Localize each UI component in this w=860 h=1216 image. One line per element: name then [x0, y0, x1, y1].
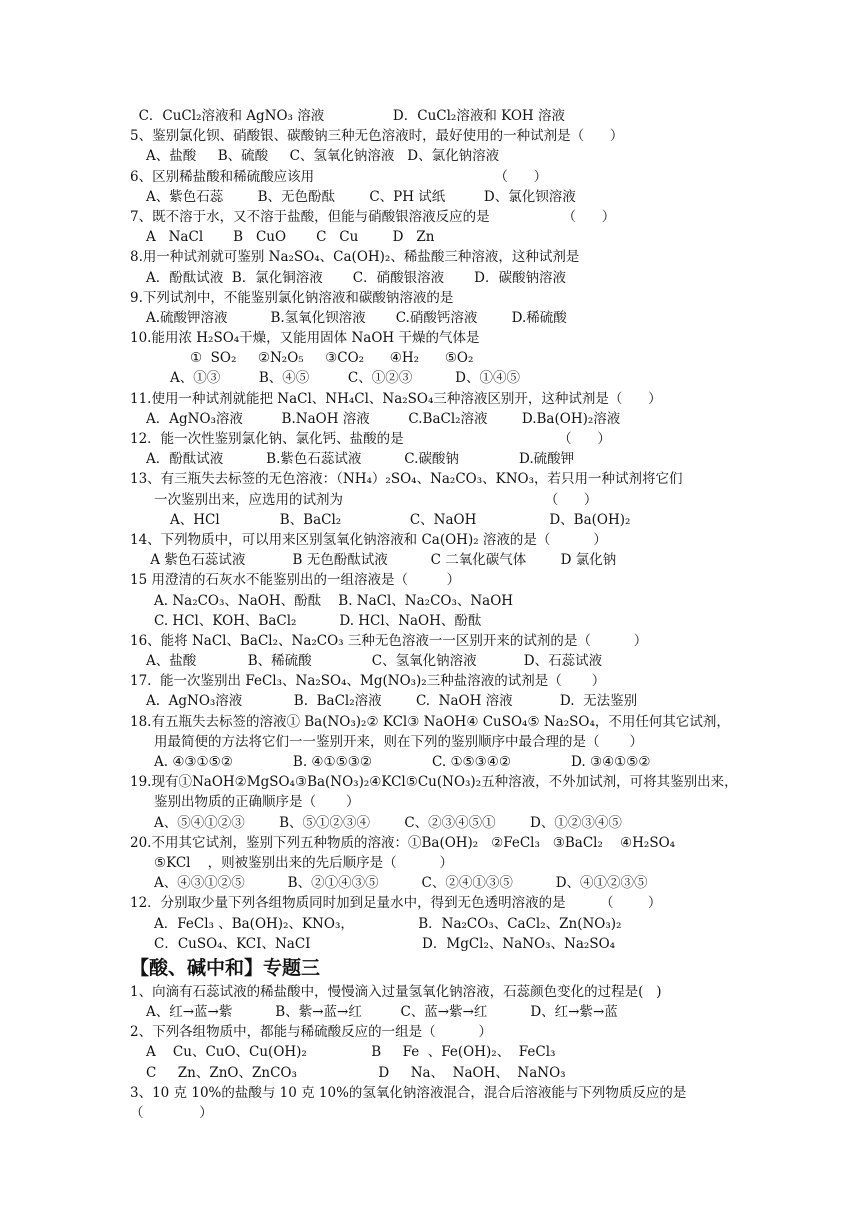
- answer-options-line: A. ④③①⑤② B. ④①⑤③② C. ①⑤③④② D. ③④①⑤②: [154, 754, 651, 770]
- answer-options-line: ⑤KCl ，则被鉴别出来的先后顺序是（ ）: [154, 854, 454, 871]
- answer-options-line: 一次鉴别出来，应选用的试剂为 （ ）: [154, 491, 598, 508]
- question-list-after-heading: [130, 982, 740, 1123]
- answer-options-line: A、⑤④①②③ B、⑤①②③④ C、②③④⑤① D、①②③④⑤: [154, 814, 622, 831]
- question-line: （ ）: [130, 1105, 213, 1121]
- answer-options-line: A、紫色石蕊 B、无色酚酞 C、PH 试纸 D、氯化钡溶液: [146, 188, 576, 205]
- answer-options-line: A．酚酞试液 B.紫色石蕊试液 C.碳酸钠 D.硫酸钾: [146, 451, 575, 468]
- question-line: 10.能用浓 H₂SO₄干燥，又能用固体 NaOH 干燥的气体是: [130, 330, 480, 347]
- answer-options-line: A. AgNO₃溶液 B. BaCl₂溶液 C. NaOH 溶液 D. 无法鉴别: [146, 693, 638, 710]
- question-line: 19.现有①NaOH②MgSO₄③Ba(NO₃)₂④KCl⑤Cu(NO₃)₂五种溶液，不外加试剂，可将其鉴别出来，: [130, 774, 738, 791]
- question-line: 1、向滴有石蕊试液的稀盐酸中，慢慢滴入过量氢氧化钠溶液，石蕊颜色变化的过程是( ): [130, 983, 662, 1000]
- question-line: 14、下列物质中，可以用来区别氢氧化钠溶液和 Ca(OH)₂ 溶液的是（ ）: [130, 531, 607, 548]
- answer-options-line: A. Na₂CO₃、NaOH、酚酞 B. NaCl、Na₂CO₃、NaOH: [154, 592, 514, 609]
- question-line: 12．分别取少量下列各组物质同时加到足量水中，得到无色透明溶液的是 （ ）: [130, 895, 662, 912]
- document-body: [130, 106, 740, 1123]
- answer-options-line: C．CuSO₄、KCI、NaCI D．MgCl₂、NaNO₃、Na₂SO₄: [154, 935, 616, 952]
- answer-options-line: A、④③①②⑤ B、②①④③⑤ C、②④①③⑤ D、④①②③⑤: [154, 875, 648, 892]
- answer-options-line: A 紫色石蕊试液 B 无色酚酞试液 C 二氧化碳气体 D 氯化钠: [146, 552, 617, 569]
- question-line: 18.有五瓶失去标签的溶液① Ba(NO₃)₂② KCl③ NaOH④ CuSO₄⑤ Na₂SO₄，不用任何其它试剂，: [130, 713, 730, 730]
- answer-options-line: A、①③ B、④⑤ C、①②③ D、①④⑤: [170, 370, 520, 387]
- answer-options-line: A NaCl B CuO C Cu D Zn: [146, 229, 435, 246]
- question-line: 8.用一种试剂就可鉴别 Na₂SO₄、Ca(OH)₂、稀盐酸三种溶液，这种试剂是: [130, 249, 580, 266]
- question-line: 7、既不溶于水，又不溶于盐酸，但能与硝酸银溶液反应的是 （ ）: [130, 208, 616, 225]
- question-line: 13、有三瓶失去标签的无色溶液：（NH₄）₂SO₄、Na₂CO₃、KNO₃，若只用一种试剂将它们: [130, 471, 683, 488]
- question-line: 12．能一次性鉴别氯化钠、氯化钙、盐酸的是 （ ）: [130, 431, 611, 447]
- question-line: 11.使用一种试剂就能把 NaCl、NH₄Cl、Na₂SO₄三种溶液区别开，这种试剂是（ ）: [130, 390, 662, 407]
- answer-options-line: A、HCl B、BaCl₂ C、NaOH D、Ba(OH)₂: [170, 511, 631, 528]
- answer-options-line: 用最简便的方法将它们一一鉴别开来，则在下列的鉴别顺序中最合理的是（ ）: [154, 733, 644, 750]
- question-line: C．CuCl₂溶液和 AgNO₃ 溶液 D．CuCl₂溶液和 KOH 溶液: [130, 108, 565, 124]
- question-line: 2、下列各组物质中，都能与稀硫酸反应的一组是（ ）: [130, 1024, 493, 1041]
- answer-options-line: A．AgNO₃溶液 B.NaOH 溶液 C.BaCl₂溶液 D.Ba(OH)₂溶液: [146, 410, 621, 427]
- answer-options-line: 鉴别出物质的正确顺序是（ ）: [154, 794, 360, 811]
- question-line: 16、能将 NaCl、BaCl₂、Na₂CO₃ 三种无色溶液一一区别开来的试剂的是（ ）: [130, 632, 648, 649]
- question-list: [130, 106, 740, 954]
- question-line: 5、鉴别氯化钡、硝酸银、碳酸钠三种无色溶液时，最好使用的一种试剂是（ ）: [130, 128, 624, 145]
- answer-options-line: ① SO₂ ②N₂O₅ ③CO₂ ④H₂ ⑤O₂: [190, 350, 474, 367]
- answer-options-line: C Zn、ZnO、ZnCO₃ D Na、 NaOH、 NaNO₃: [146, 1064, 566, 1081]
- answer-options-line: A、红→蓝→紫 B、紫→蓝→红 C、蓝→紫→红 D、红→紫→蓝: [146, 1004, 618, 1021]
- question-line: 6、区别稀盐酸和稀硫酸应该用 （ ）: [130, 168, 548, 185]
- question-line: 17. 能一次鉴别出 FeCl₃、Na₂SO₄、Mg(NO₃)₂三种盐溶液的试剂是（ ）: [130, 673, 606, 690]
- question-line: 20.不用其它试剂，鉴别下列五种物质的溶液：①Ba(OH)₂ ②FeCl₃ ③BaCl₂ ④H₂SO₄: [130, 834, 676, 851]
- answer-options-line: A．FeCl₃ 、Ba(OH)₂、KNO₃， B．Na₂CO₃、CaCl₂、Zn(NO₃)₂: [154, 915, 622, 932]
- answer-options-line: C. HCl、KOH、BaCl₂ D. HCl、NaOH、酚酞: [154, 612, 482, 629]
- answer-options-line: A、盐酸 B、稀硫酸 C、氢氧化钠溶液 D、石蕊试液: [146, 653, 603, 670]
- question-line: 9.下列试剂中，不能鉴别氯化钠溶液和碳酸钠溶液的是: [130, 289, 454, 306]
- answer-options-line: A．酚酞试液 B．氯化铜溶液 C．硝酸银溶液 D．碳酸钠溶液: [146, 269, 566, 286]
- section-heading: 【酸、碱中和】专题三: [130, 956, 321, 979]
- answer-options-line: A、盐酸 B、硫酸 C、氢氧化钠溶液 D、氯化钠溶液: [146, 148, 500, 165]
- answer-options-line: A.硫酸钾溶液 B.氢氧化钡溶液 C.硝酸钙溶液 D.稀硫酸: [146, 309, 567, 326]
- question-line: 15 用澄清的石灰水不能鉴别出的一组溶液是（ ）: [130, 572, 461, 589]
- answer-options-line: A Cu、CuO、Cu(OH)₂ B Fe 、Fe(OH)₂、 FeCl₃: [146, 1044, 556, 1061]
- question-line: 3、10 克 10%的盐酸与 10 克 10%的氢氧化钠溶液混合，混合后溶液能与下列物质反应的是: [130, 1084, 687, 1101]
